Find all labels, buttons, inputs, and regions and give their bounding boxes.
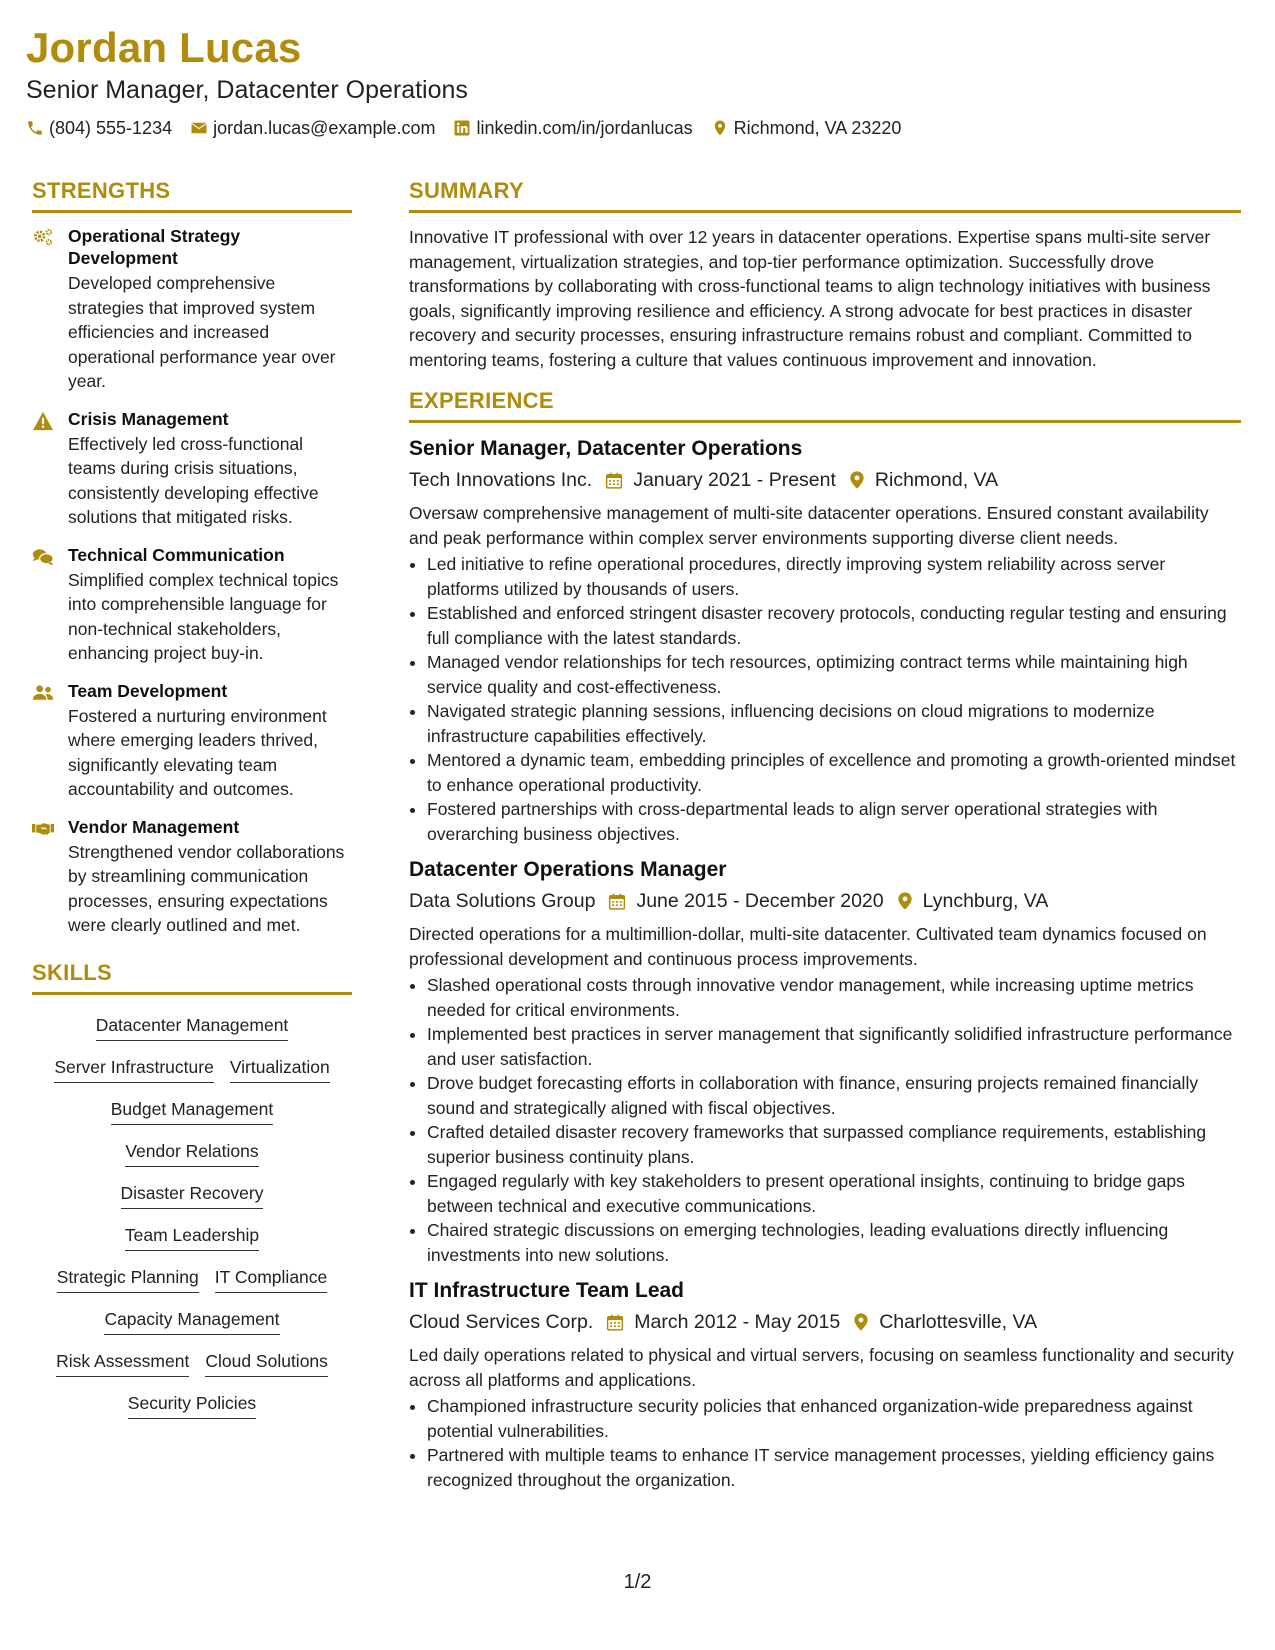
job-dates: June 2015 - December 2020 <box>636 890 884 912</box>
list-item: • Drove budget forecasting efforts in collaboration with finance, ensuring projects remained financially sound and strategically aligned with fiscal objectives. <box>427 1071 1241 1120</box>
right-column <box>409 176 1241 1502</box>
job-meta <box>409 1307 1241 1337</box>
job-dates: March 2012 - May 2015 <box>634 1311 841 1333</box>
job-description: Directed operations for a multimillion-dollar, multi-site datacenter. Cultivated team dynamics focused on professional development and continuous process improvements. <box>409 924 1207 969</box>
skill-tag: Capacity Management <box>104 1307 279 1335</box>
strength-item <box>32 816 352 938</box>
job-company: Cloud Services Corp. <box>409 1311 594 1333</box>
list-item: • Engaged regularly with key stakeholders to present operational insights, continuing to bridge gaps between technical and executive communications. <box>427 1169 1241 1218</box>
strength-description: Simplified complex technical topics into comprehensible language for non-technical stakeholders, enhancing project buy-in. <box>68 569 339 663</box>
strength-title: Vendor Management <box>68 816 240 837</box>
handshake-icon <box>32 819 54 839</box>
calendar-icon <box>608 892 626 911</box>
skill-tag: Budget Management <box>111 1097 273 1125</box>
strength-description: Developed comprehensive strategies that improved system efficiencies and increased operational performance year over year. <box>68 273 336 391</box>
skill-tag: Risk Assessment <box>56 1349 189 1377</box>
candidate-title: Senior Manager, Datacenter Operations <box>26 76 468 104</box>
contact-location-text: Richmond, VA 23220 <box>733 118 902 138</box>
gears-icon <box>32 228 54 248</box>
strength-item <box>32 680 352 802</box>
contact-linkedin[interactable] <box>453 116 692 140</box>
strength-item <box>32 225 352 394</box>
skills-row <box>32 1181 352 1209</box>
location-pin-icon <box>897 891 913 911</box>
envelope-icon <box>190 119 208 137</box>
strength-title: Crisis Management <box>68 408 229 429</box>
job-title: Senior Manager, Datacenter Operations <box>409 437 803 460</box>
strength-description: Effectively led cross-functional teams during crisis situations, consistently developing effective solutions that mitigated risks. <box>68 433 319 527</box>
strengths-divider <box>32 210 352 213</box>
skill-tag: Virtualization <box>230 1055 330 1083</box>
job-title: Datacenter Operations Manager <box>409 858 727 881</box>
job-bullets <box>409 1394 1241 1492</box>
strength-title: Team Development <box>68 680 228 701</box>
job-meta <box>409 886 1241 916</box>
skills-row <box>32 1097 352 1125</box>
job-entry <box>409 856 1241 1267</box>
experience-list <box>409 435 1241 1492</box>
strength-title: Technical Communication <box>68 544 285 565</box>
contact-email[interactable] <box>190 116 435 140</box>
strength-description: Fostered a nurturing environment where emerging leaders thrived, significantly elevating team accountability and outcomes. <box>68 705 327 799</box>
skill-tag: Datacenter Management <box>96 1013 289 1041</box>
list-item: • Championed infrastructure security policies that enhanced organization-wide preparedness against potential vulnerabilities. <box>427 1394 1241 1443</box>
strengths-heading: STRENGTHS <box>32 178 171 203</box>
contact-phone <box>26 116 172 140</box>
list-item: • Managed vendor relationships for tech resources, optimizing contract terms while maintaining high service quality and cost-effectiveness. <box>427 650 1241 699</box>
list-item: • Established and enforced stringent disaster recovery protocols, conducting regular testing and ensuring full compliance with the latest standards. <box>427 601 1241 650</box>
job-description: Led daily operations related to physical and virtual servers, focusing on seamless functionality and security across all platforms and applications. <box>409 1345 1234 1390</box>
job-company: Data Solutions Group <box>409 890 596 912</box>
strength-description: Strengthened vendor collaborations by streamlining communication processes, ensuring expectations were clearly outlined and met. <box>68 841 345 935</box>
skills-row <box>32 1055 352 1083</box>
contact-bar <box>26 116 1246 140</box>
experience-divider <box>409 420 1241 423</box>
resume-header <box>26 22 1246 140</box>
skill-tag: Security Policies <box>128 1391 256 1419</box>
calendar-icon <box>605 471 623 490</box>
location-pin-icon <box>853 1312 869 1332</box>
linkedin-icon <box>453 119 471 137</box>
candidate-name: Jordan Lucas <box>26 24 302 71</box>
job-bullets <box>409 552 1241 846</box>
contact-phone-text: (804) 555-1234 <box>49 118 173 138</box>
list-item: • Partnered with multiple teams to enhance IT service management processes, yielding efficiency gains recognized throughout the organization. <box>427 1443 1241 1492</box>
contact-linkedin-text[interactable]: linkedin.com/in/jordanlucas <box>476 118 693 138</box>
job-description: Oversaw comprehensive management of multi-site datacenter operations. Ensured constant availability and peak performance within complex server environments supporting diverse client needs. <box>409 503 1209 548</box>
contact-location <box>711 116 902 140</box>
skills-row <box>32 1013 352 1041</box>
skills-heading: SKILLS <box>32 959 113 985</box>
skill-tag: IT Compliance <box>215 1265 328 1293</box>
skills-row <box>32 1391 352 1419</box>
strength-item <box>32 544 352 666</box>
chat-bubbles-icon <box>32 547 54 567</box>
strength-title: Operational Strategy Development <box>68 226 241 268</box>
skill-tag: Cloud Solutions <box>205 1349 328 1377</box>
skills-row <box>32 1349 352 1377</box>
skill-tag: Strategic Planning <box>57 1265 199 1293</box>
strength-item <box>32 408 352 530</box>
skill-tag: Team Leadership <box>125 1223 259 1251</box>
skills-divider <box>32 992 352 995</box>
summary-heading: SUMMARY <box>409 178 524 203</box>
list-item: • Navigated strategic planning sessions, influencing decisions on cloud migrations to modernize infrastructure capabilities effectively. <box>427 699 1241 748</box>
job-location: Richmond, VA <box>874 469 999 491</box>
job-location: Charlottesville, VA <box>879 1311 1038 1333</box>
job-meta <box>409 465 1241 495</box>
list-item: • Mentored a dynamic team, embedding principles of excellence and promoting a growth-oriented mindset to enhance operational productivity. <box>427 748 1241 797</box>
skill-tag: Vendor Relations <box>125 1139 258 1167</box>
list-item: • Led initiative to refine operational procedures, directly improving system reliability across server platforms utilized by thousands of users. <box>427 552 1241 601</box>
list-item: • Implemented best practices in server management that significantly solidified infrastructure performance and user satisfaction. <box>427 1022 1241 1071</box>
list-item: • Fostered partnerships with cross-departmental leads to align server operational strategies with overarching business objectives. <box>427 797 1241 846</box>
experience-heading: EXPERIENCE <box>409 388 554 413</box>
skill-tag: Server Infrastructure <box>54 1055 214 1083</box>
list-item: • Chaired strategic discussions on emerging technologies, leading evaluations directly influencing investments into new solutions. <box>427 1218 1241 1267</box>
location-pin-icon <box>849 470 865 490</box>
summary-text: Innovative IT professional with over 12 years in datacenter operations. Expertise spans multi-site server management, virtualization strategies, and top-tier performance optimization. Successfully drove transformations by collaborating with cross-functional teams to align technology initiatives with business goals, significantly improving resilience and efficiency. A strong advocate for best practices in disaster recovery and security processes, ensuring infrastructure remains robust and compliant. Committed to mentoring teams, fostering a culture that values continuous improvement and innovation. <box>409 227 1211 370</box>
skills-list <box>32 1007 352 1419</box>
contact-email-text[interactable]: jordan.lucas@example.com <box>213 118 436 138</box>
skills-row <box>32 1223 352 1251</box>
job-company: Tech Innovations Inc. <box>409 469 593 491</box>
calendar-icon <box>606 1313 624 1332</box>
skills-row <box>32 1139 352 1167</box>
location-pin-icon <box>711 119 729 137</box>
job-bullets <box>409 973 1241 1267</box>
job-dates: January 2021 - Present <box>633 469 836 491</box>
page-number: 1/2 <box>623 1571 652 1593</box>
users-icon <box>32 683 54 703</box>
job-entry <box>409 1277 1241 1492</box>
job-location: Lynchburg, VA <box>922 890 1049 912</box>
summary-divider <box>409 210 1241 213</box>
skill-tag: Disaster Recovery <box>121 1181 264 1209</box>
warning-triangle-icon <box>32 411 54 431</box>
skills-row <box>32 1265 352 1293</box>
phone-icon <box>26 119 44 137</box>
skills-row <box>32 1307 352 1335</box>
list-item: • Slashed operational costs through innovative vendor management, while increasing uptime metrics needed for critical environments. <box>427 973 1241 1022</box>
job-entry <box>409 435 1241 846</box>
job-title: IT Infrastructure Team Lead <box>409 1279 685 1302</box>
list-item: • Crafted detailed disaster recovery frameworks that surpassed compliance requirements, establishing superior business continuity plans. <box>427 1120 1241 1169</box>
left-column <box>32 176 352 1419</box>
